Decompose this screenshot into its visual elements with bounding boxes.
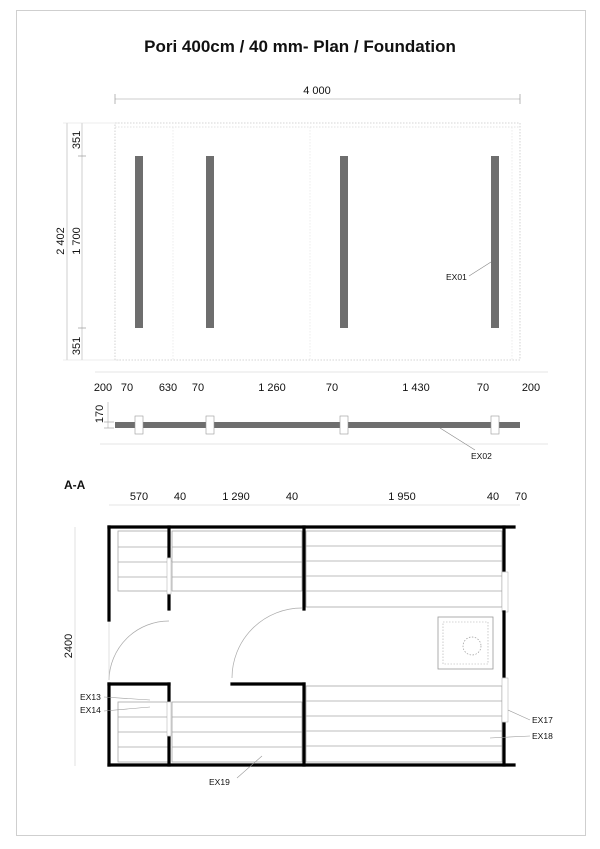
side-post-4 [491,416,499,434]
foundation-plan [55,85,548,394]
spacing-label-7: 1 430 [402,382,430,394]
section-dim-6: 40 [486,491,500,503]
beam-height-label: 170 [94,404,106,424]
spacing-label-5: 1 260 [258,382,286,394]
door-swing-middle [232,608,302,678]
section-dim-3: 1 290 [222,491,250,503]
section-a-a [63,478,553,787]
bench-top-right [306,531,502,607]
floor-outline [115,123,520,360]
side-post-3 [340,416,348,434]
section-dim-4: 40 [285,491,299,503]
spacing-label-4: 70 [191,382,205,394]
side-post-1 [135,416,143,434]
foundation-beam-4 [491,156,499,328]
edge-top-label: 351 [71,130,83,150]
bench-bottom-left [118,702,168,762]
section-dim-2: 40 [173,491,187,503]
ex02-label: EX02 [471,451,492,461]
spacing-label-3: 630 [158,382,178,394]
section-title: A-A [64,478,86,492]
ex19-label: EX19 [209,777,230,787]
edge-bottom-label: 351 [71,336,83,356]
stove [438,617,493,669]
inner-depth-label: 1 700 [71,227,83,255]
overall-depth-label: 2 402 [55,227,67,255]
door-swing-left [109,621,169,680]
side-post-2 [206,416,214,434]
page-title: Pori 400cm / 40 mm- Plan / Foundation [144,37,456,56]
ex13-label: EX13 [80,692,101,702]
spacing-label-2: 70 [120,382,134,394]
spacing-label-8: 70 [476,382,490,394]
ex01-leader [469,262,491,276]
spacing-label-6: 70 [325,382,339,394]
bench-top-middle [172,531,302,591]
ex14-label: EX14 [80,705,101,715]
ex17-label: EX17 [532,715,553,725]
foundation-beam-2 [206,156,214,328]
overall-width-label: 4 000 [303,85,331,97]
spacing-label-9: 200 [521,382,541,394]
section-depth-label: 2400 [63,633,75,659]
ex18-label: EX18 [532,731,553,741]
section-dim-5: 1 950 [388,491,416,503]
foundation-beam-3 [340,156,348,328]
foundation-side-view [94,402,548,461]
section-dim-7: 70 [514,491,528,503]
side-beam [115,422,520,428]
bench-bottom-right [306,686,502,762]
ex01-label: EX01 [446,272,467,282]
bench-top-left [118,531,168,591]
bench-bottom-middle [172,702,302,762]
foundation-beam-1 [135,156,143,328]
spacing-label-1: 200 [93,382,113,394]
section-dim-1: 570 [129,491,149,503]
